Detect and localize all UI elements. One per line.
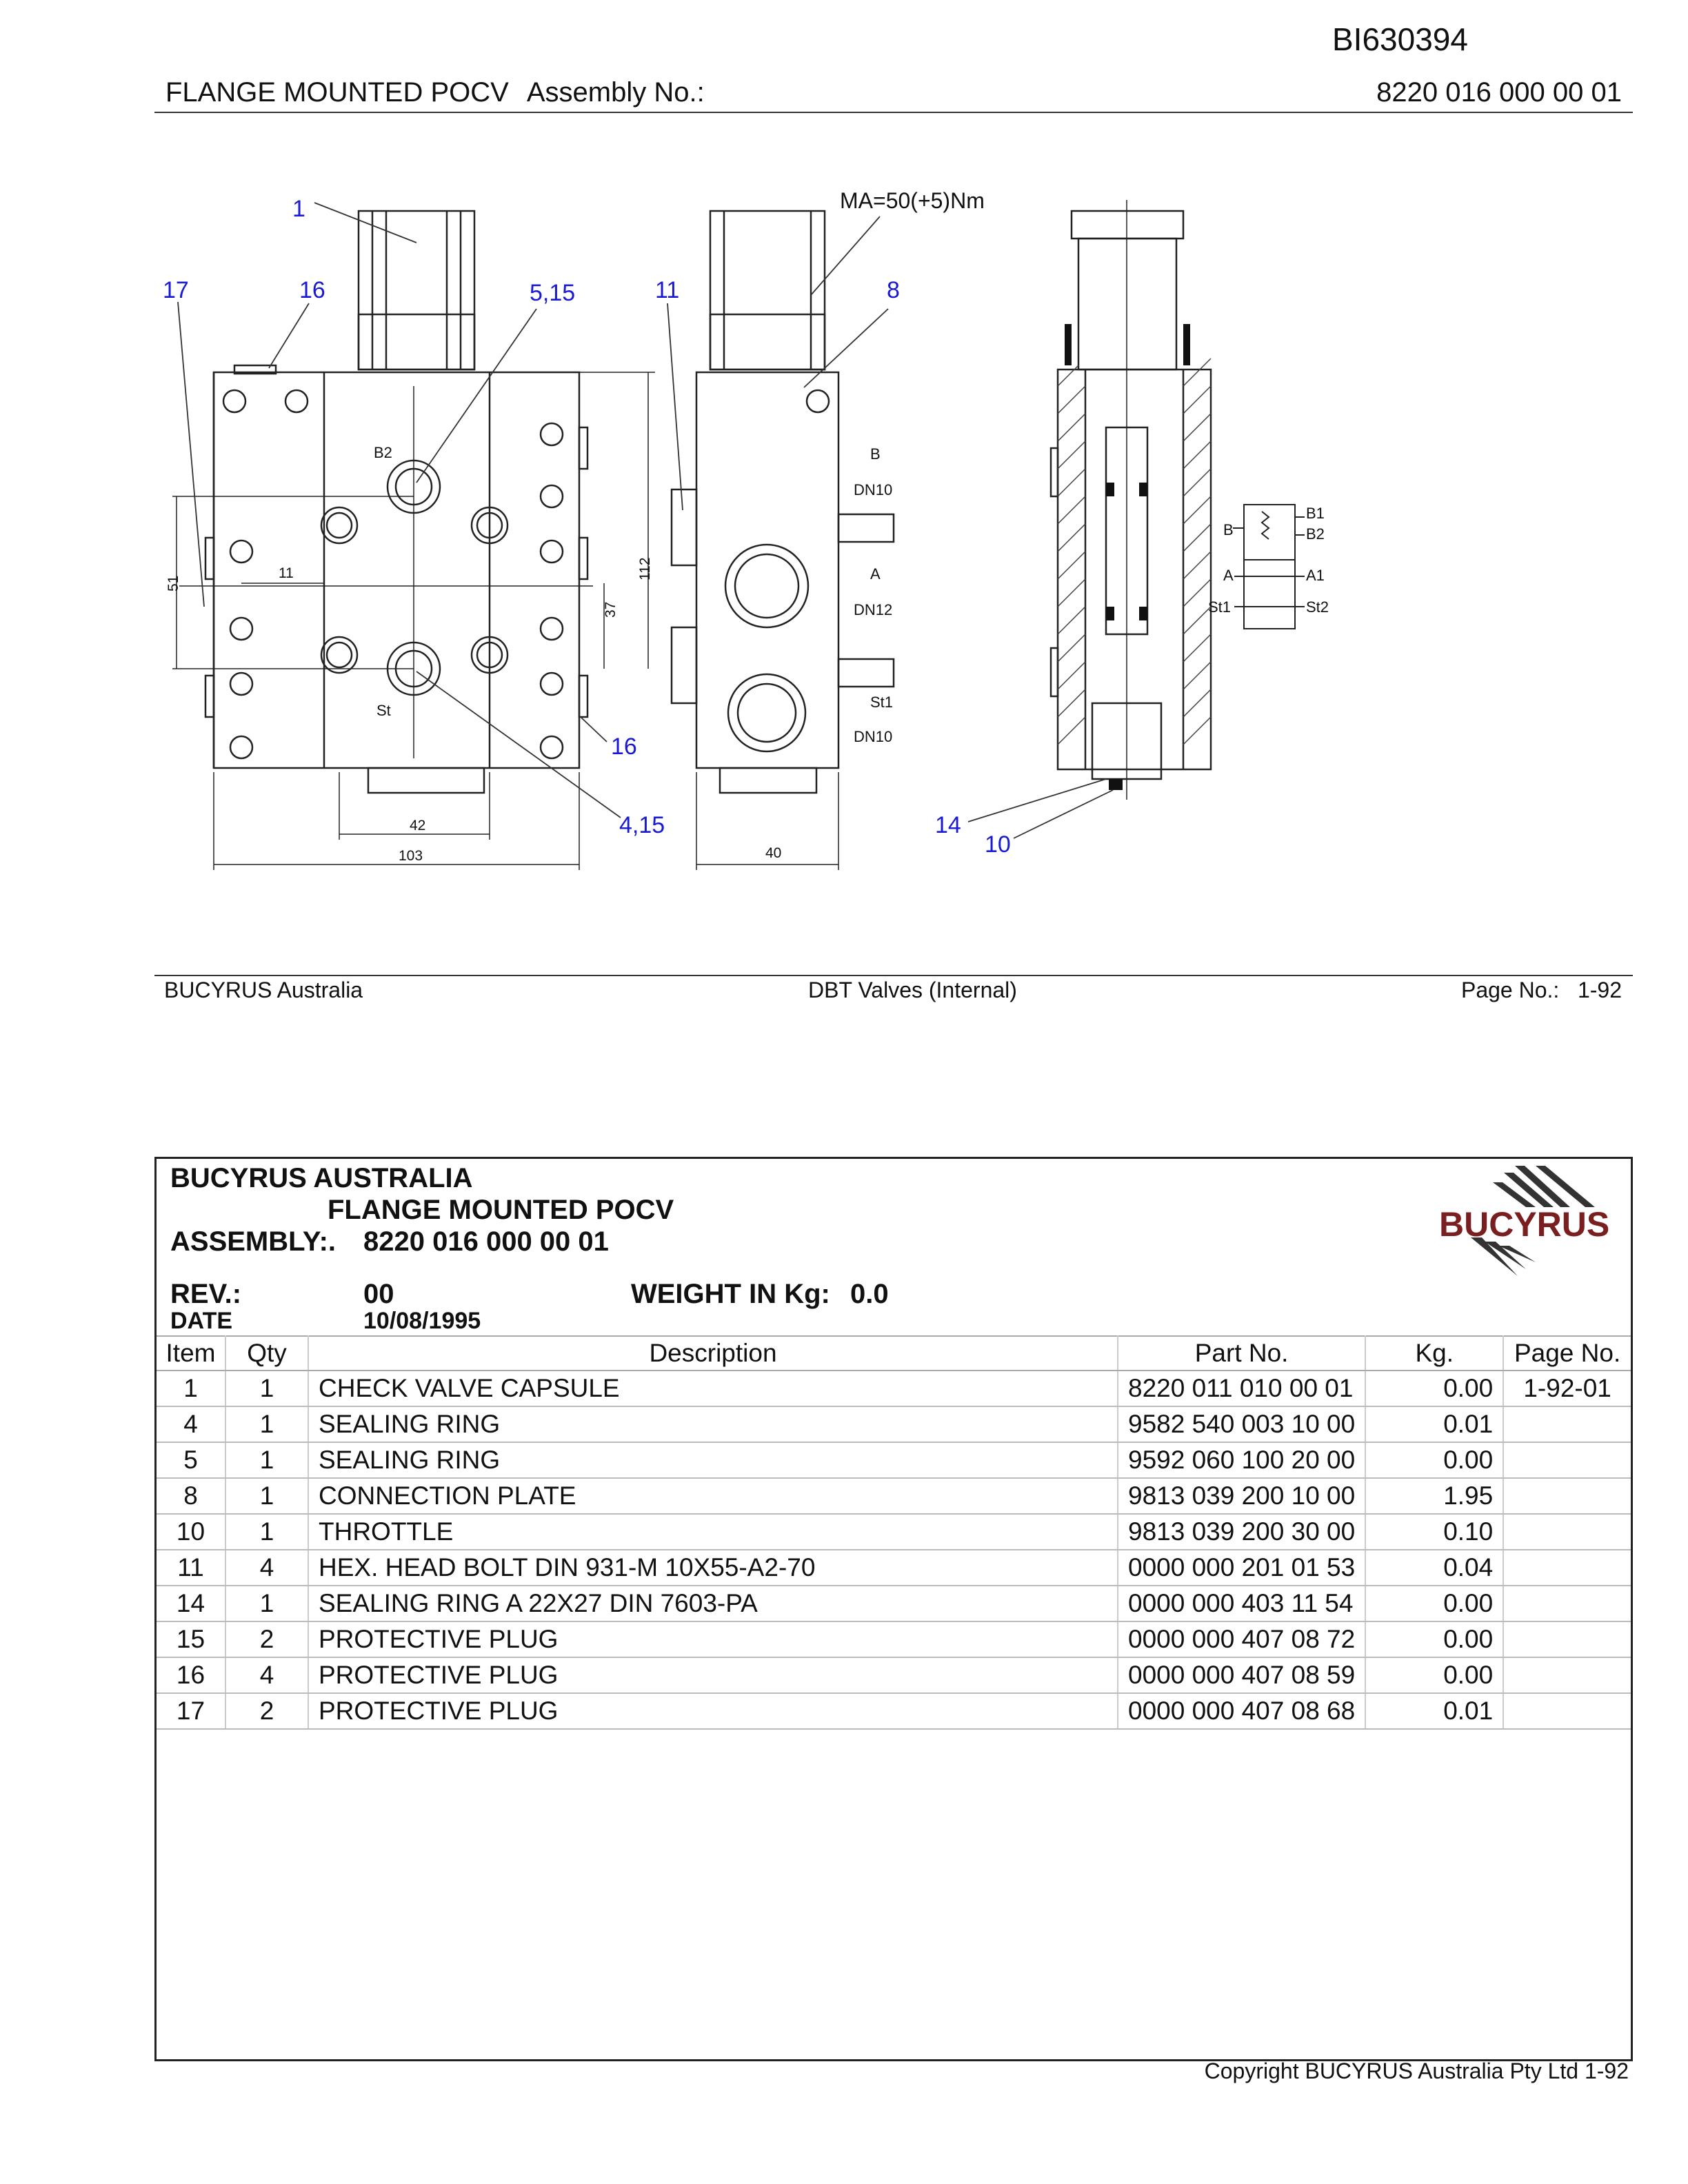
cell-description: PROTECTIVE PLUG — [308, 1693, 1118, 1729]
side-view — [672, 211, 894, 870]
dim-42: 42 — [410, 818, 426, 833]
cell-qty: 1 — [225, 1514, 308, 1550]
cell-description: SEALING RING — [308, 1442, 1118, 1478]
schematic-b1: B1 — [1306, 505, 1325, 522]
section-seals — [1065, 324, 1190, 790]
assembly-number: 8220 016 000 00 01 — [1376, 77, 1622, 108]
cell-description: PROTECTIVE PLUG — [308, 1657, 1118, 1693]
cell-page-no — [1503, 1621, 1631, 1657]
cell-kg: 0.01 — [1365, 1693, 1503, 1729]
bom-date: 10/08/1995 — [363, 1308, 481, 1334]
callout-16-bottom: 16 — [611, 734, 637, 760]
cell-qty: 1 — [225, 1371, 308, 1406]
port-b: B — [870, 445, 881, 463]
schematic-a: A — [1223, 567, 1234, 584]
callout-4-15: 4,15 — [619, 812, 665, 838]
cell-part-no: 8220 011 010 00 01 — [1118, 1371, 1365, 1406]
dim-51: 51 — [165, 575, 181, 592]
cell-part-no: 0000 000 407 08 59 — [1118, 1657, 1365, 1693]
cell-kg: 0.00 — [1365, 1442, 1503, 1478]
logo-text: BUCYRUS — [1439, 1205, 1610, 1244]
table-row — [157, 1442, 1631, 1478]
cell-kg: 1.95 — [1365, 1478, 1503, 1514]
port-st: St — [376, 702, 391, 719]
callout-10: 10 — [985, 831, 1011, 858]
technical-drawing — [0, 0, 1688, 965]
cell-description: CONNECTION PLATE — [308, 1478, 1118, 1514]
cell-page-no — [1503, 1693, 1631, 1729]
cell-kg: 0.01 — [1365, 1406, 1503, 1442]
cell-kg: 0.00 — [1365, 1621, 1503, 1657]
bom-assembly-label: ASSEMBLY:. — [170, 1226, 336, 1257]
cell-kg: 0.00 — [1365, 1586, 1503, 1621]
cell-qty: 1 — [225, 1442, 308, 1478]
port-b2: B2 — [374, 444, 392, 461]
cell-kg: 0.00 — [1365, 1371, 1503, 1406]
bom-rev-label: REV.: — [170, 1279, 242, 1309]
cell-kg: 0.04 — [1365, 1550, 1503, 1586]
callout-17: 17 — [163, 277, 189, 303]
bucyrus-logo — [1432, 1159, 1632, 1283]
port-a-size: DN12 — [854, 601, 893, 618]
port-b-size: DN10 — [854, 481, 893, 498]
cell-page-no — [1503, 1586, 1631, 1621]
col-kg: Kg. — [1365, 1336, 1503, 1371]
cell-item: 8 — [157, 1478, 225, 1514]
parts-table — [157, 1335, 1631, 1730]
footer-rule — [154, 975, 1633, 976]
document-id: BI630394 — [1332, 21, 1468, 57]
cell-part-no: 0000 000 403 11 54 — [1118, 1586, 1365, 1621]
port-st1-size: DN10 — [854, 728, 893, 745]
cell-part-no: 9813 039 200 10 00 — [1118, 1478, 1365, 1514]
cell-page-no — [1503, 1657, 1631, 1693]
cell-qty: 4 — [225, 1550, 308, 1586]
cell-kg: 0.10 — [1365, 1514, 1503, 1550]
assembly-title: FLANGE MOUNTED POCV — [165, 77, 509, 108]
cell-page-no — [1503, 1478, 1631, 1514]
callout-8: 8 — [887, 277, 900, 303]
dim-37: 37 — [603, 601, 619, 618]
col-item: Item — [157, 1336, 225, 1371]
cell-part-no: 0000 000 407 08 68 — [1118, 1693, 1365, 1729]
cell-page-no — [1503, 1514, 1631, 1550]
port-st1: St1 — [870, 694, 894, 711]
cell-part-no: 9813 039 200 30 00 — [1118, 1514, 1365, 1550]
front-view — [172, 211, 655, 870]
dim-11: 11 — [279, 565, 294, 581]
bom-weight: 0.0 — [850, 1279, 889, 1309]
port-a: A — [870, 565, 881, 583]
callout-14: 14 — [935, 812, 961, 838]
cell-description: CHECK VALVE CAPSULE — [308, 1371, 1118, 1406]
cell-qty: 1 — [225, 1478, 308, 1514]
dim-40: 40 — [765, 845, 782, 861]
hydraulic-schematic — [1233, 505, 1305, 629]
bom-company: BUCYRUS AUSTRALIA — [170, 1163, 473, 1193]
cell-qty: 2 — [225, 1693, 308, 1729]
col-description: Description — [308, 1336, 1118, 1371]
schematic-st1: St1 — [1208, 598, 1232, 616]
cell-page-no: 1-92-01 — [1503, 1371, 1631, 1406]
cell-item: 1 — [157, 1371, 225, 1406]
table-row — [157, 1371, 1631, 1406]
table-row — [157, 1514, 1631, 1550]
footer-page — [1461, 978, 1622, 1003]
cell-page-no — [1503, 1442, 1631, 1478]
cell-item: 17 — [157, 1693, 225, 1729]
footer-page-number: 1-92 — [1577, 978, 1622, 1002]
copyright: Copyright BUCYRUS Australia Pty Ltd 1-92 — [1204, 2059, 1629, 2083]
dimension-labels — [165, 558, 781, 864]
schematic-st2: St2 — [1306, 598, 1329, 616]
bill-of-materials — [154, 1157, 1633, 2061]
col-part-no: Part No. — [1118, 1336, 1365, 1371]
cell-kg: 0.00 — [1365, 1657, 1503, 1693]
cell-description: SEALING RING A 22X27 DIN 7603-PA — [308, 1586, 1118, 1621]
section-hatching — [1058, 358, 1211, 745]
table-row — [157, 1478, 1631, 1514]
table-row — [157, 1550, 1631, 1586]
torque-note: MA=50(+5)Nm — [840, 188, 985, 213]
cell-item: 5 — [157, 1442, 225, 1478]
callout-16-top: 16 — [299, 277, 325, 303]
cell-item: 4 — [157, 1406, 225, 1442]
col-page-no: Page No. — [1503, 1336, 1631, 1371]
cell-item: 10 — [157, 1514, 225, 1550]
cell-part-no: 9592 060 100 20 00 — [1118, 1442, 1365, 1478]
table-row — [157, 1657, 1631, 1693]
cell-part-no: 9582 540 003 10 00 — [1118, 1406, 1365, 1442]
assembly-label: Assembly No.: — [526, 77, 705, 108]
table-row — [157, 1406, 1631, 1442]
footer-page-label: Page No.: — [1460, 978, 1560, 1002]
schematic-a1: A1 — [1306, 567, 1325, 584]
table-row — [157, 1693, 1631, 1729]
callout-5-15: 5,15 — [530, 280, 576, 306]
bom-weight-label: WEIGHT IN Kg: — [631, 1279, 830, 1309]
cell-description: HEX. HEAD BOLT DIN 931-M 10X55-A2-70 — [308, 1550, 1118, 1586]
table-row — [157, 1586, 1631, 1621]
schematic-b2: B2 — [1306, 525, 1325, 543]
dim-103: 103 — [399, 848, 423, 864]
cell-qty: 1 — [225, 1406, 308, 1442]
cell-item: 16 — [157, 1657, 225, 1693]
cell-description: PROTECTIVE PLUG — [308, 1621, 1118, 1657]
bom-rev: 00 — [363, 1279, 394, 1309]
cell-qty: 4 — [225, 1657, 308, 1693]
bom-title: FLANGE MOUNTED POCV — [328, 1195, 674, 1225]
bom-assembly-number: 8220 016 000 00 01 — [363, 1226, 609, 1257]
col-qty: Qty — [225, 1336, 308, 1371]
cell-item: 14 — [157, 1586, 225, 1621]
table-row — [157, 1621, 1631, 1657]
cell-item: 15 — [157, 1621, 225, 1657]
footer-company: BUCYRUS Australia — [164, 978, 363, 1002]
dim-112: 112 — [637, 557, 653, 580]
cell-part-no: 0000 000 407 08 72 — [1118, 1621, 1365, 1657]
cell-page-no — [1503, 1550, 1631, 1586]
callout-11: 11 — [655, 277, 680, 303]
cell-qty: 1 — [225, 1586, 308, 1621]
port-labels — [374, 444, 893, 745]
bom-date-label: DATE — [170, 1308, 233, 1334]
cell-item: 11 — [157, 1550, 225, 1586]
cell-description: THROTTLE — [308, 1514, 1118, 1550]
footer-section: DBT Valves (Internal) — [808, 978, 1017, 1002]
callout-1: 1 — [292, 196, 305, 222]
schematic-b: B — [1223, 521, 1234, 538]
parts-table-header — [157, 1336, 1631, 1371]
cell-part-no: 0000 000 201 01 53 — [1118, 1550, 1365, 1586]
section-view — [1051, 200, 1211, 800]
callout-numbers — [163, 196, 1011, 858]
cell-description: SEALING RING — [308, 1406, 1118, 1442]
cell-page-no — [1503, 1406, 1631, 1442]
cell-qty: 2 — [225, 1621, 308, 1657]
